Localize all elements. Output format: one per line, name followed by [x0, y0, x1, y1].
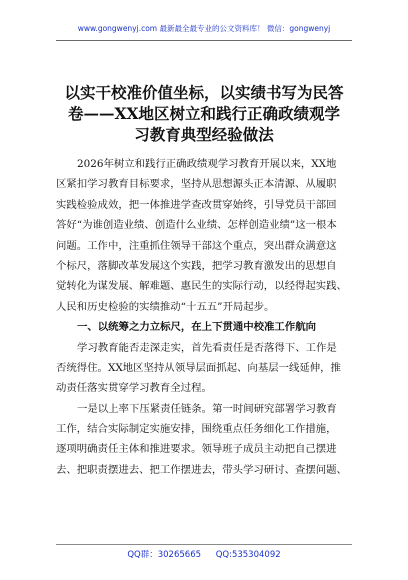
body-line: 问题。工作中，注重抓住领导干部这个重点，突出群众满意这 — [56, 239, 337, 252]
page-footer — [0, 548, 408, 560]
body-line: 去、把职责摆进去、把工作摆进去，带头学习研讨、查摆问题、 — [56, 463, 347, 476]
title-line: 习教育典型经验做法 — [134, 125, 274, 144]
title-line: 以实干校准价值坐标，以实绩书写为民答 — [64, 83, 344, 102]
body-line: 人民和历史检验的实绩推动“十五五”开局起步。 — [56, 300, 275, 313]
body-line: 区紧扣学习教育目标要求，坚持从思想源头正本清源、从履职 — [56, 178, 337, 191]
title-line: 卷——XX地区树立和践行正确政绩观学 — [67, 104, 341, 123]
section-heading: 一、以统筹之力立标尺，在上下贯通中校准工作航向 — [77, 321, 316, 334]
header-divider — [56, 40, 352, 41]
page-header — [0, 23, 408, 34]
footer-divider — [56, 544, 352, 545]
document-body — [56, 154, 352, 480]
body-line: 觉转化为谋发展、解难题、惠民生的实际行动，以经得起实践、 — [56, 280, 347, 293]
body-line: 2026年树立和践行正确政绩观学习教育开展以来，XX地 — [77, 158, 337, 170]
footer-qq: QQ:535304092 — [215, 550, 281, 560]
footer-qq-group: QQ群：30265665 — [127, 550, 202, 560]
body-line: 学习教育能否走深走实，首先看责任是否落得下、工作是 — [77, 341, 337, 354]
body-line: 否统得住。XX地区坚持从领导层面抓起、向基层一线延伸，推 — [56, 361, 341, 374]
header-text: www.gongwenyj.com 最新最全最专业的公文资料库！ 微信：gongwenyj — [77, 24, 331, 33]
body-line: 动责任落实贯穿学习教育全过程。 — [56, 382, 212, 395]
body-line: 一是以上率下压紧责任链条。第一时间研究部署学习教育 — [77, 402, 337, 415]
body-line: 个标尺，落脚改革发展这个实践，把学习教育激发出的思想自 — [56, 259, 337, 272]
body-line: 实践检验成效，把一体推进学查改贯穿始终，引导党员干部回 — [56, 198, 337, 211]
document-title — [56, 82, 352, 145]
body-line: 答好“为谁创造业绩、创造什么业绩、怎样创造业绩”这一根本 — [56, 219, 337, 232]
body-line: 逐项明确责任主体和推进要求。领导班子成员主动把自己摆进 — [56, 443, 337, 456]
body-line: 工作，结合实际制定实施安排，围绕重点任务细化工作措施， — [56, 423, 337, 436]
